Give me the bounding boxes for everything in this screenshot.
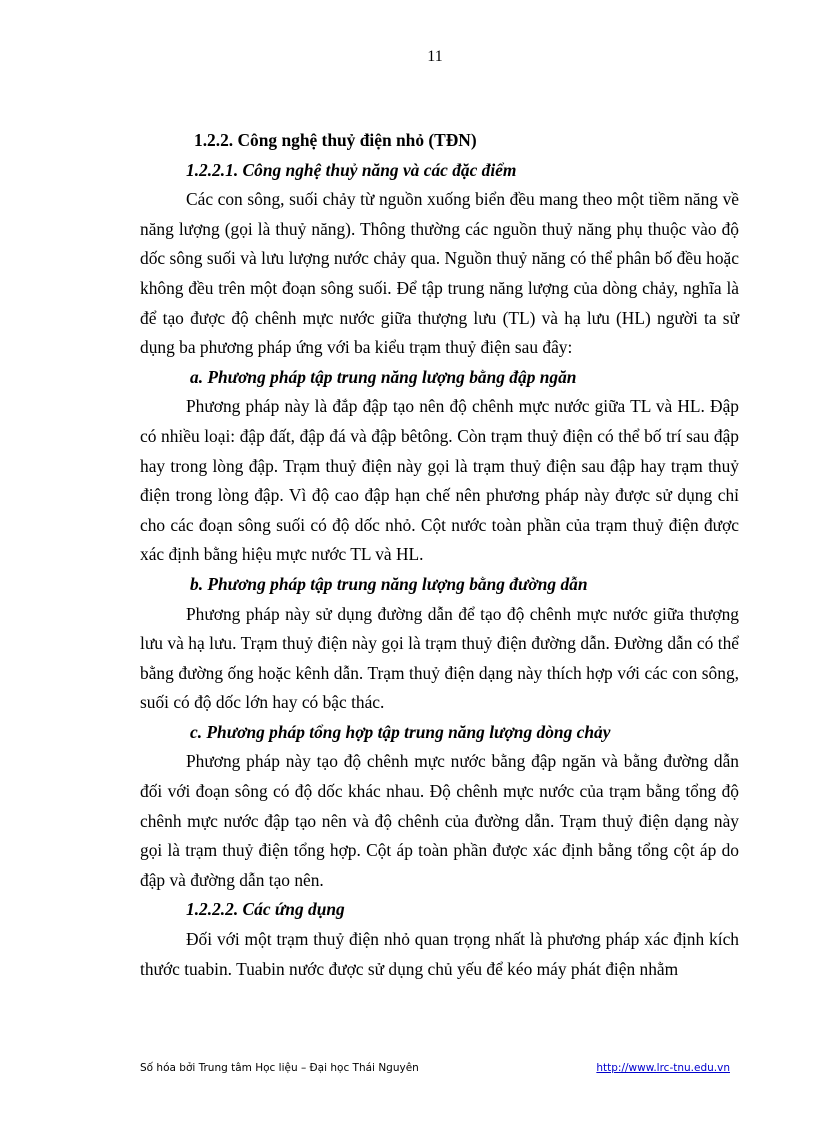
paragraph-applications: Đối với một trạm thuỷ điện nhỏ quan trọng nhất là phương pháp xác định kích thước tuabin. Tuabin nước được sử dụng chủ yếu để kéo máy phát điện nhằm [140,929,739,979]
subsection-heading-2: 1.2.2.2. Các ứng dụng [186,899,345,920]
paragraph-method-b: Phương pháp này sử dụng đường dẫn để tạo độ chênh mực nước giữa thượng lưu và hạ lưu. Trạm thuỷ điện này gọi là trạm thuỷ điện đường dẫn. Đường dẫn có thể bằng đường ống hoặc kênh dẫn. Trạm thuỷ điện dạng này thích hợp với các con sông, suối có độ dốc lớn hay có bậc thác. [140,603,739,713]
section-heading: 1.2.2. Công nghệ thuỷ điện nhỏ (TĐN) [194,130,477,150]
method-a-heading: a. Phương pháp tập trung năng lượng bằng đập ngăn [190,366,577,387]
paragraph-intro: Các con sông, suối chảy từ nguồn xuống biển đều mang theo một tiềm năng về năng lượng (gọi là thuỷ năng). Thông thường các nguồn thuỷ năng phụ thuộc vào độ dốc sông suối và lưu lượng nước chảy qua. Nguồn thuỷ năng có thể phân bố đều hoặc không đều trên một đoạn sông suối. Để tập trung năng lượng của dòng chảy, nghĩa là để tạo được độ chênh mực nước giữa thượng lưu (TL) và hạ lưu (HL) người ta sử dụng ba phương pháp ứng với ba kiểu trạm thuỷ điện sau đây: [140,189,739,358]
footer-credit: Số hóa bởi Trung tâm Học liệu – Đại học Thái Nguyên [140,1062,419,1074]
paragraph-method-c: Phương pháp này tạo độ chênh mực nước bằng đập ngăn và bằng đường dẫn đối với đoạn sông có độ dốc khác nhau. Độ chênh mực nước của trạm bằng tổng độ chênh mực nước đập tạo nên và độ chênh của đường dẫn. Trạm thuỷ điện dạng này gọi là trạm thuỷ điện tổng hợp. Cột áp toàn phần được xác định bằng tổng cột áp do đập và đường dẫn tạo nên. [140,751,739,890]
subsection-heading-1: 1.2.2.1. Công nghệ thuỷ năng và các đặc điểm [186,159,517,180]
page-body [140,126,739,984]
method-b-heading: b. Phương pháp tập trung năng lượng bằng đường dẫn [190,573,588,594]
footer-link[interactable]: http://www.lrc-tnu.edu.vn [596,1062,730,1074]
paragraph-method-a: Phương pháp này là đắp đập tạo nên độ chênh mực nước giữa TL và HL. Đập có nhiều loại: đập đất, đập đá và đập bêtông. Còn trạm thuỷ điện có thể bố trí sau đập hay trong lòng đập. Trạm thuỷ điện này gọi là trạm thuỷ điện sau đập hay trạm thuỷ điện trong lòng đập. Vì độ cao đập hạn chế nên phương pháp này được sử dụng chỉ cho các đoạn sông suối có độ dốc nhỏ. Cột nước toàn phần của trạm thuỷ điện được xác định bằng hiệu mực nước TL và HL. [140,396,739,565]
method-c-heading: c. Phương pháp tổng hợp tập trung năng lượng dòng chảy [190,721,611,742]
page-number: 11 [427,48,443,65]
